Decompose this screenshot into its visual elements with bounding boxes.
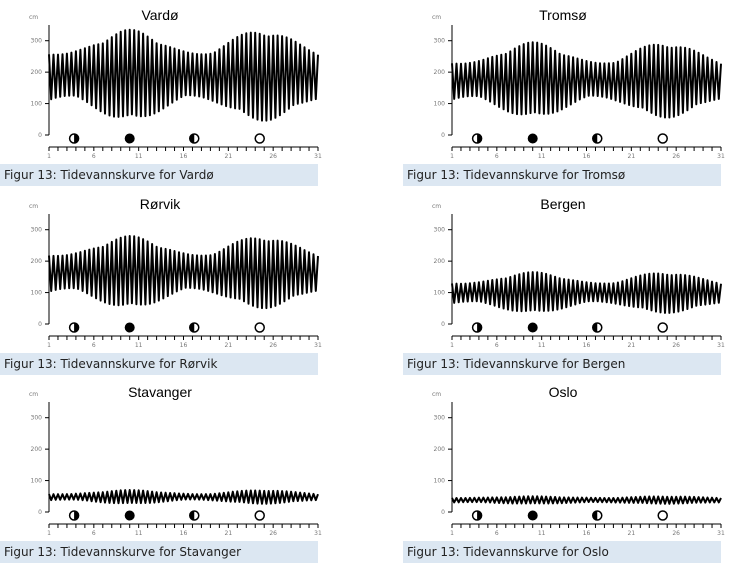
x-tick-label: 16 — [179, 153, 188, 160]
tide-chart-panel — [403, 0, 725, 186]
x-tick-label: 26 — [672, 153, 680, 160]
moon-phase-first-quarter-icon — [593, 511, 602, 520]
y-tick-label: 100 — [30, 477, 42, 485]
moon-phase-new-moon-icon — [125, 134, 134, 143]
moon-phase-first-quarter-icon — [190, 134, 199, 143]
x-tick-label: 6 — [494, 153, 499, 160]
y-tick-label: 0 — [38, 509, 42, 516]
tide-chart-panel — [403, 189, 725, 375]
y-tick-label: 200 — [433, 258, 445, 266]
x-tick-label: 21 — [627, 153, 636, 160]
x-tick-label: 1 — [47, 530, 51, 537]
x-tick-label: 11 — [537, 342, 546, 349]
x-tick-label: 31 — [314, 153, 322, 160]
moon-phase-last-quarter-icon — [473, 134, 482, 143]
figure-caption: Figur 13: Tidevannskurve for Tromsø — [403, 164, 721, 186]
x-tick-label: 31 — [314, 530, 322, 537]
y-axis-unit-label: cm — [29, 203, 39, 210]
x-tick-label: 16 — [582, 342, 591, 349]
x-tick-label: 6 — [494, 530, 499, 537]
y-tick-label: 0 — [441, 321, 445, 328]
x-tick-label: 16 — [582, 153, 591, 160]
x-tick-label: 26 — [269, 342, 277, 349]
chart-title: Vardø — [141, 7, 179, 23]
moon-phase-full-moon-icon — [255, 134, 264, 143]
figure-caption: Figur 13: Tidevannskurve for Vardø — [0, 164, 318, 186]
y-tick-label: 100 — [433, 477, 445, 485]
x-tick-label: 21 — [627, 342, 636, 349]
tide-series-line — [452, 42, 721, 117]
x-tick-label: 21 — [224, 342, 233, 349]
moon-phase-last-quarter-icon — [70, 511, 79, 520]
y-tick-label: 0 — [38, 132, 42, 139]
moon-phase-last-quarter-icon — [473, 323, 482, 332]
x-tick-label: 26 — [672, 342, 680, 349]
x-tick-label: 11 — [134, 530, 143, 537]
y-tick-label: 100 — [30, 100, 42, 108]
x-tick-label: 11 — [134, 153, 143, 160]
x-tick-label: 31 — [717, 153, 725, 160]
moon-phase-first-quarter-icon — [593, 323, 602, 332]
chart-title: Tromsø — [539, 7, 587, 23]
moon-phase-new-moon-icon — [528, 323, 537, 332]
tide-chart-panel — [0, 377, 322, 563]
chart-title: Oslo — [548, 384, 578, 400]
figure-caption: Figur 13: Tidevannskurve for Oslo — [403, 541, 721, 563]
y-axis-unit-label: cm — [432, 391, 442, 398]
x-tick-label: 1 — [47, 153, 51, 160]
moon-phase-full-moon-icon — [658, 511, 667, 520]
x-tick-label: 21 — [224, 530, 233, 537]
y-tick-label: 200 — [30, 258, 42, 266]
tide-series-line — [49, 30, 318, 121]
y-axis-unit-label: cm — [432, 203, 442, 210]
x-tick-label: 6 — [494, 342, 499, 349]
y-tick-label: 0 — [38, 321, 42, 328]
x-tick-label: 1 — [450, 153, 454, 160]
x-tick-label: 16 — [179, 342, 188, 349]
y-tick-label: 200 — [433, 446, 445, 454]
x-tick-label: 11 — [537, 530, 546, 537]
y-axis-unit-label: cm — [432, 14, 442, 21]
tide-chart — [0, 377, 322, 541]
x-tick-label: 16 — [179, 530, 188, 537]
x-tick-label: 31 — [314, 342, 322, 349]
tide-chart-panel — [403, 377, 725, 563]
y-axis-unit-label: cm — [29, 14, 39, 21]
y-tick-label: 200 — [30, 69, 42, 77]
y-tick-label: 300 — [30, 226, 42, 234]
x-tick-label: 6 — [91, 342, 96, 349]
tide-series-line — [49, 236, 318, 308]
moon-phase-last-quarter-icon — [70, 134, 79, 143]
moon-phase-new-moon-icon — [528, 511, 537, 520]
figure-caption: Figur 13: Tidevannskurve for Stavanger — [0, 541, 318, 563]
moon-phase-new-moon-icon — [528, 134, 537, 143]
tide-series-line — [452, 272, 721, 313]
tide-chart-panel — [0, 0, 322, 186]
y-tick-label: 200 — [433, 69, 445, 77]
tide-chart — [0, 189, 322, 353]
figure-caption: Figur 13: Tidevannskurve for Bergen — [403, 353, 721, 375]
moon-phase-first-quarter-icon — [190, 511, 199, 520]
y-tick-label: 300 — [433, 37, 445, 45]
moon-phase-first-quarter-icon — [190, 323, 199, 332]
x-tick-label: 11 — [134, 342, 143, 349]
y-tick-label: 0 — [441, 132, 445, 139]
x-tick-label: 26 — [672, 530, 680, 537]
y-tick-label: 100 — [433, 289, 445, 297]
x-tick-label: 31 — [717, 342, 725, 349]
tide-chart — [0, 0, 322, 164]
y-tick-label: 300 — [30, 414, 42, 422]
tide-chart — [403, 377, 725, 541]
tide-chart — [403, 189, 725, 353]
x-tick-label: 21 — [627, 530, 636, 537]
x-tick-label: 26 — [269, 153, 277, 160]
moon-phase-full-moon-icon — [658, 323, 667, 332]
moon-phase-full-moon-icon — [255, 323, 264, 332]
tide-chart-panel — [0, 189, 322, 375]
y-tick-label: 0 — [441, 509, 445, 516]
figure-caption: Figur 13: Tidevannskurve for Rørvik — [0, 353, 318, 375]
moon-phase-last-quarter-icon — [473, 511, 482, 520]
x-tick-label: 1 — [450, 342, 454, 349]
y-axis-unit-label: cm — [29, 391, 39, 398]
x-tick-label: 16 — [582, 530, 591, 537]
moon-phase-new-moon-icon — [125, 323, 134, 332]
y-tick-label: 300 — [30, 37, 42, 45]
x-tick-label: 6 — [91, 153, 96, 160]
y-tick-label: 100 — [433, 100, 445, 108]
tide-series-line — [452, 496, 721, 504]
x-tick-label: 21 — [224, 153, 233, 160]
moon-phase-full-moon-icon — [658, 134, 667, 143]
tide-series-line — [49, 490, 318, 504]
x-tick-label: 1 — [450, 530, 454, 537]
x-tick-label: 6 — [91, 530, 96, 537]
x-tick-label: 31 — [717, 530, 725, 537]
y-tick-label: 200 — [30, 446, 42, 454]
x-tick-label: 11 — [537, 153, 546, 160]
y-tick-label: 300 — [433, 414, 445, 422]
tide-chart — [403, 0, 725, 164]
chart-title: Stavanger — [128, 384, 192, 400]
chart-title: Bergen — [540, 196, 586, 212]
moon-phase-new-moon-icon — [125, 511, 134, 520]
moon-phase-last-quarter-icon — [70, 323, 79, 332]
moon-phase-full-moon-icon — [255, 511, 264, 520]
x-tick-label: 26 — [269, 530, 277, 537]
moon-phase-first-quarter-icon — [593, 134, 602, 143]
x-tick-label: 1 — [47, 342, 51, 349]
y-tick-label: 300 — [433, 226, 445, 234]
chart-title: Rørvik — [139, 196, 181, 212]
y-tick-label: 100 — [30, 289, 42, 297]
